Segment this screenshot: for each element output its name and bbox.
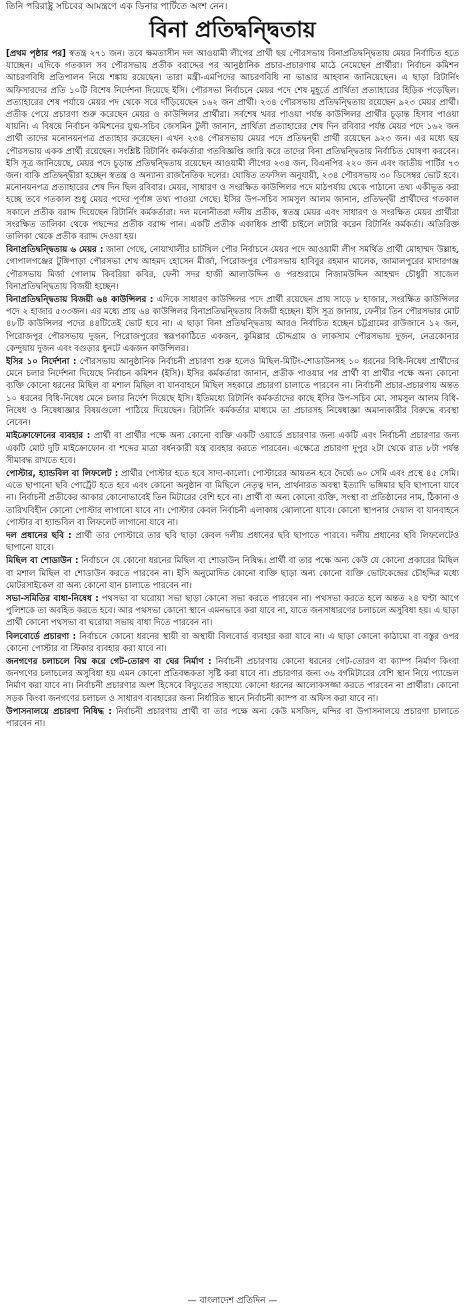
subheading: সভা-সমিতির বাধা-নিষেধ : bbox=[6, 593, 99, 604]
paragraph-text: নির্বাচনে কোনো ধরনের স্থায়ী বা অস্থায়ী বিলবোর্ড ব্যবহার করা যাবে না। এ ছাড়া কোনো কাঠামো বা বস্তুর ওপর কোনো পোস্টার বা স্টিকার ব্যবহার করা যাবে না। bbox=[6, 631, 459, 654]
paragraph bbox=[6, 593, 459, 630]
paragraph bbox=[6, 706, 459, 730]
paragraph bbox=[6, 530, 459, 554]
previous-article-fragment: তিনি পরিরাষ্ট্র সচিবের আমন্ত্রণে এক ডিনার পার্টিতে অংশ নেন। bbox=[6, 2, 228, 12]
next-article-fragment: — বাংলাদেশ প্রতিদিন — bbox=[187, 1296, 278, 1306]
paragraph bbox=[6, 656, 459, 705]
paragraph bbox=[6, 430, 459, 467]
headline: বিনা প্রতিদ্বন্দ্বিতায় bbox=[149, 17, 316, 43]
paragraph-text: এদিকে সাধারণ কাউন্সিলর পদে প্রার্থী রয়েছেন প্রায় সাড়ে ৮ হাজার, সংরক্ষিত কাউন্সিলর পদে ২ হাজার ৫৩৩জন। এর মধ্যে প্রায় ৬৪ কাউন্সিলর বিনাপ্রতিদ্বন্দ্বিতায় বিজয়ী হচ্ছেন। ইসি সূত্র জানায়, ফেনীর তিন পৌরসভার মোট ৪৮টি কাউন্সিলর পদের ৪৪টিতেই ভোট হবে না। এ ছাড়া বিনা প্রতিদ্বন্দ্বিতায় আরও নির্বাচিত হচ্ছেন চট্টগ্রামের রাউজানে ১২ জন, পিরোজপুর পৌরসভায় দুজন, পিরোজপুরের স্বরূপকাঠিতে একজন, কুমিল্লার চৌদ্দগ্রাম ও লাকসাম পৌরসভায় দুজন, নেত্রকোনার কেন্দুয়ায় দুজন এবং বগুড়ার ধুনটে একজন কাউন্সিলর। bbox=[6, 295, 459, 354]
subheading: দল প্রধানের ছবি : bbox=[6, 530, 72, 541]
paragraph-text: প্রার্থী তার পোস্টারে তার ছবি ছাড়া কেবল দলীয় প্রধানের ছবি ছাপাতে পারবে। দলীয় প্রধানের ছবি লিফলেটেও ছাপানো যাবে। bbox=[6, 530, 459, 554]
paragraph-text: পৌরসভায় আনুষ্ঠানিক নির্বাচনী প্রচারণা শুরু হলেও মিছিল-মিটিং-শোডাউনসহ ১০ ধরনের বিধি-নিষেধ প্রার্থীদের মেনে চলার নির্দেশনা দিয়েছে নির্বাচন কমিশন (ইসি)। ইসির কর্মকর্তারা জানান, প্রতীক পাওয়ার পর প্রার্থী বা প্রার্থীর পক্ষে অন্য কোনো ব্যক্তি কোনো ধরনের মিছিল বা মশাল মিছিল বা যানবাহনে মিছিল সহকারে প্রচারণা চালাতে পারবেন না। নির্বাচনী প্রচার-প্রচারণায় অন্তত ১০ ধরনের বিধি-নিষেধ মেনে চলার নির্দেশ দিয়েছে ইসি। ইতিমধ্যে রিটার্নিং কর্মকর্তাদের কাছে ইসির উপ-সচিব মো. সামসুল আলম বিধি-নিষেধ ও নিষেধাজ্ঞার বিষয়গুলো পাঠিয়ে দিয়েছেন। রিটার্নিং কর্মকর্তার মাধ্যমে তা প্রচারসহ নিষেধাজ্ঞা অমান্যকারীর বিরুদ্ধে ব্যবস্থা নেবেন। bbox=[6, 357, 459, 429]
subheading: পোস্টার, হ্যান্ডবিল বা লিফলেট : bbox=[6, 468, 119, 479]
paragraph-text: জানা গেছে, নোয়াখালীর চাটখিল পৌর নির্বাচনে মেয়র পদে আওয়ামী লীগ সমর্থিত প্রার্থী মোহাম্মদ উল্লাহ, গোপালগঞ্জের টুঙ্গিপাড়া পৌরসভা শেখ আহমদ হোসেন মীর্জা, পিরোজপুর পৌরসভায় হাবিবুর রহমান মালেক, জামালপুরের মাদারগঞ্জ পৌরসভায় মির্জা গোলাম কিবরিয়া কবির, ফেনী সদর হাজী আলাউদ্দিন ও পরশুরামে নিজামউদ্দিন আহম্মদ চৌধুরী সাজেল বিনাপ্রতিদ্বন্দ্বিতায় বিজয়ী হচ্ছেন। bbox=[6, 245, 459, 292]
paragraph bbox=[6, 631, 459, 655]
paragraph-text: নির্বাচনে যে কোনো ধরনের মিছিল বা শোডাউন নিষিদ্ধ। প্রার্থী বা তার পক্ষে অন্য কেউ যে কোনো প্রকারের মিছিল বা মশাল মিছিল বা শোডাউন করতে পারবেন না। ইসি অনুমোদিত কোনো ব্যক্তি ছাড়া অন্য কোনো ব্যক্তি ভোটকেন্দ্রের চৌহদ্দির মধ্যে মোটরসাইকেল বা অন্য কোনো যান চালাতে পারবেন না। bbox=[6, 556, 459, 591]
subheading: মিছিল বা শোডাউন : bbox=[6, 556, 79, 567]
paragraph bbox=[6, 244, 459, 293]
paragraph-text: প্রার্থীর পোস্টার হতে হবে সাদা-কালো। পোস্টারের আয়তন হবে দৈর্ঘ্যে ৬০ সেমি এবং প্রস্থে ৪৫ সেমি। এতে ছাপানো ছবি পোর্ট্রেট হতে হবে এবং কোনো অনুষ্ঠান বা মিছিলে নেতৃত্ব দান, প্রার্থনারত অবস্থা ইত্যাদি ভঙ্গিমার ছবি ছাপানো যাবে না। নির্বাচনী প্রতীকের আকার কোনোভাবেই তিন মিটারের বেশি হবে না। প্রার্থী বা অন্য কোনো ব্যক্তি, সংস্থা বা প্রতিষ্ঠানের নাম, ঠিকানা ও তারিখবিহীন কোনো পোস্টার লাগানো যাবে না। পোস্টার কেবল নির্বাচনী এলাকায় ঝোলানো যাবে। কোনো স্থাপনার দেয়াল বা যানবাহনে পোস্টার বা হ্যান্ডবিল বা লিফলেট লাগানো যাবে না। bbox=[6, 468, 459, 528]
paragraph bbox=[6, 555, 459, 592]
article-body bbox=[6, 48, 459, 1290]
subheading: বিনাপ্রতিদ্বন্দ্বিতায় ৬ মেয়র : bbox=[6, 245, 104, 256]
paragraph-text: প্রার্থী বা প্রার্থীর পক্ষে অন্য কোনো ব্যক্তি একটি ওয়ার্ডে প্রচারণার জন্য একটি এবং নির্বাচনী প্রচারণার জন্য একটি মোট দুটি মাইক্রোফোন বা শব্দের মাত্রা বর্ধনকারী যন্ত্র ব্যবহার করতে পারবেন। এক্ষেত্রে প্রচারণা দুপুর ২টা থেকে রাত ৮টা পর্যন্ত সীমাবদ্ধ রাখতে হবে। bbox=[6, 431, 459, 466]
paragraph-text: নির্বাচনী প্রচারণায় প্রার্থী বা তার পক্ষে অন্য কেউ মসজিদ, মন্দির বা উপাসনালয়ে প্রচারণা চালাতে পারবেন না। bbox=[6, 706, 459, 729]
subheading: মাইক্রোফোনের ব্যবহার : bbox=[6, 431, 91, 442]
paragraph-text: স্বতন্ত্র ২৭১ জন। তবে ক্ষমতাসীন দল আওয়ামী লীগের প্রার্থী ছয় পৌরসভায় বিনাপ্রতিদ্বন্দ্বিতায় মেয়র নির্বাচিত হতে যাচ্ছেন। এদিকে গতকাল সব পৌরসভায় প্রতীক বরাদ্দের পর আনুষ্ঠানিক প্রচার-প্রচারণায় মাঠে নেমেছেন প্রার্থীরা। নির্বাচন কমিশন আচরণবিধি প্রতিপালন নিয়ে শঙ্কায় রয়েছেন। তারা মন্ত্রী-এমপিদের আচরণবিধি না ভাঙার আহবান জানিয়েছেন। এ ছাড়া রিটার্নিং অফিসারদের প্রতি ১০টি বিশেষ নির্দেশনা দিয়েছে ইসি। পৌরসভা নির্বাচনে মেয়র পদে শেষ মুহূর্তে প্রার্থিতা প্রত্যাহারের হিড়িক পড়েছিল। প্রত্যাহারের শেষ পর্যায়ে মেয়র পদ থেকে সরে দাঁড়িয়েছেন ১৬২ জন প্রার্থী। ২৩৪ পৌরসভায় প্রতিদ্বন্দ্বিতায় রয়েছেন ৯২৩ মেয়র প্রার্থী। প্রতীক পেয়ে প্রচারণা শুরু করেছেন মেয়র ও কাউন্সিলর প্রার্থীরা। সর্বশেষ খবর পাওয়া পর্যন্ত কাউন্সিলর প্রার্থীর চূড়ান্ত হিসাব পাওয়া যায়নি। এ বিষয়ে নির্বাচন কমিশনের যুগ্ম-সচিব জেসমিন টুলী জানান, প্রার্থিতা প্রত্যাহারের শেষ দিন রবিবার পর্যন্ত মেয়র পদে ১৬২ জন প্রার্থী তাদের মনোনয়নপত্র প্রত্যাহার করেছেন। এখন ২৩৪ পৌরসভায় মেয়র পদে প্রতিদ্বন্দ্বী প্রার্থী রয়েছেন ৯২৩ জন। এর মধ্যে ছয় পৌরসভায় একক প্রার্থী রয়েছেন। সংশ্লিষ্ট রিটার্নিং কর্মকর্তারা গতবিজ্ঞপ্তি জারি করে তাদের বিনা প্রতিদ্বন্দ্বিতায় নির্বাচিত ঘোষণা করবেন। ইসি সূত্র জানিয়েছে, মেয়র পদে চূড়ান্ত প্রতিদ্বন্দ্বিতায় রয়েছেন আওয়ামী লীগের ২৩৪ জন, বিএনপির ২২০ জন এবং জাতীয় পার্টির ৭৩ জন। বাকি প্রতিদ্বন্দ্বীরা হচ্ছেন স্বতন্ত্র ও অন্যান্য রাজনৈতিক দলের। ঘোষিত তফসিল অনুযায়ী, ২৩৪ পৌরসভায় ৩০ ডিসেম্বর ভোট হবে। মনোনয়নপত্র প্রত্যাহারের শেষ দিন ছিল রবিবার। মেয়র, সাধারণ ও সংরক্ষিত কাউন্সিলর পদে মাঠপর্যায় থেকে পাঠানো তথ্য একীভূত করা হচ্ছে তবে গতকাল শুধু মেয়র পদের পূর্ণাঙ্গ তথ্য পাওয়া গেছে। ইসির উপ-সচিব সামসুল আলম জানান, প্রতিদ্বন্দ্বী প্রার্থীদের গতকাল সকালে প্রতীক বরাদ্দ দিয়েছেন রিটার্নিং কর্মকর্তারা। দল মনোনীতরা দলীয় প্রতীক, স্বতন্ত্র মেয়র এবং সাধারণ ও সংরক্ষিত মেয়র প্রার্থীরা সংরক্ষিত তালিকা থেকে পছন্দের প্রতীক বরাদ্দ পান। একটি প্রতীক একাধিক প্রার্থী চাইলে লটারি করেন রিটার্নিং কর্মকর্তা। অতিরিক্ত তালিকা থেকে প্রতীক বরাদ্দ দেওয়া হয়। bbox=[6, 49, 459, 243]
paragraph-text: নির্বাচনী প্রচারণায় কোনো ধরনের গেট-তোরণ বা ক্যাম্প নির্মাণ কিংবা জনগণের চলাচলের অসুবিধা হয় এমন কোনো প্রতিবন্ধকতা সৃষ্টি করা যাবে না। প্রচারণার জন্য ৩৬ বর্গমিটারের বেশি স্থান নিয়ে প্যান্ডেল নির্মাণ করা যাবে না। নির্বাচনী প্রচারণার অংশ হিসেবে বিদ্যুতের সাহায্যে কোনো ধরনের আলোকসজ্জা করতে পারবেন না প্রার্থীরা। কোনো সড়ক কিংবা জনগণের চলাচল ও সাধারণ ব্যবহারের জন্য নির্ধারিত স্থানে নির্বাচনী ক্যাম্প বা অফিস করা যাবে না। bbox=[6, 656, 459, 704]
subheading: বিনাপ্রতিদ্বন্দ্বিতায় বিজয়ী ৬৪ কাউন্সিলর : bbox=[6, 295, 154, 306]
subheading: ইসির ১০ নির্দেশনা : bbox=[6, 357, 77, 368]
paragraph-lead: [প্রথম পৃষ্ঠার পর] bbox=[6, 49, 66, 59]
paragraph bbox=[6, 48, 459, 243]
subheading: বিলবোর্ডে প্রচারণা : bbox=[6, 631, 76, 642]
paragraph-text: পথসভা বা ঘরোয়া সভা ছাড়া কোনো সভা করতে পারবেন না। পথসভা করতে হলে অন্তত ২৪ ঘণ্টা আগে পুলিশকে তা অবহিত করতে হবে। আর পথসভা কোনো স্থানে এমনভাবে করা যাবে না, যাতে জনসাধারণের চলাচলে অসুবিধা হয়। এ ছাড়া প্রার্থী কোনো পথসভা বা ঘরোয়া সভায় বাধা দিতে পারবেন না। bbox=[6, 593, 459, 629]
paragraph bbox=[6, 356, 459, 429]
subheading: উপাসনালয়ে প্রচারণা নিষিদ্ধ : bbox=[6, 706, 112, 717]
paragraph bbox=[6, 468, 459, 529]
subheading: জনগণের চলাচলে বিঘ্ন করে গেট-তোরণ বা ঘের নির্মাণ : bbox=[6, 656, 212, 667]
paragraph bbox=[6, 294, 459, 355]
